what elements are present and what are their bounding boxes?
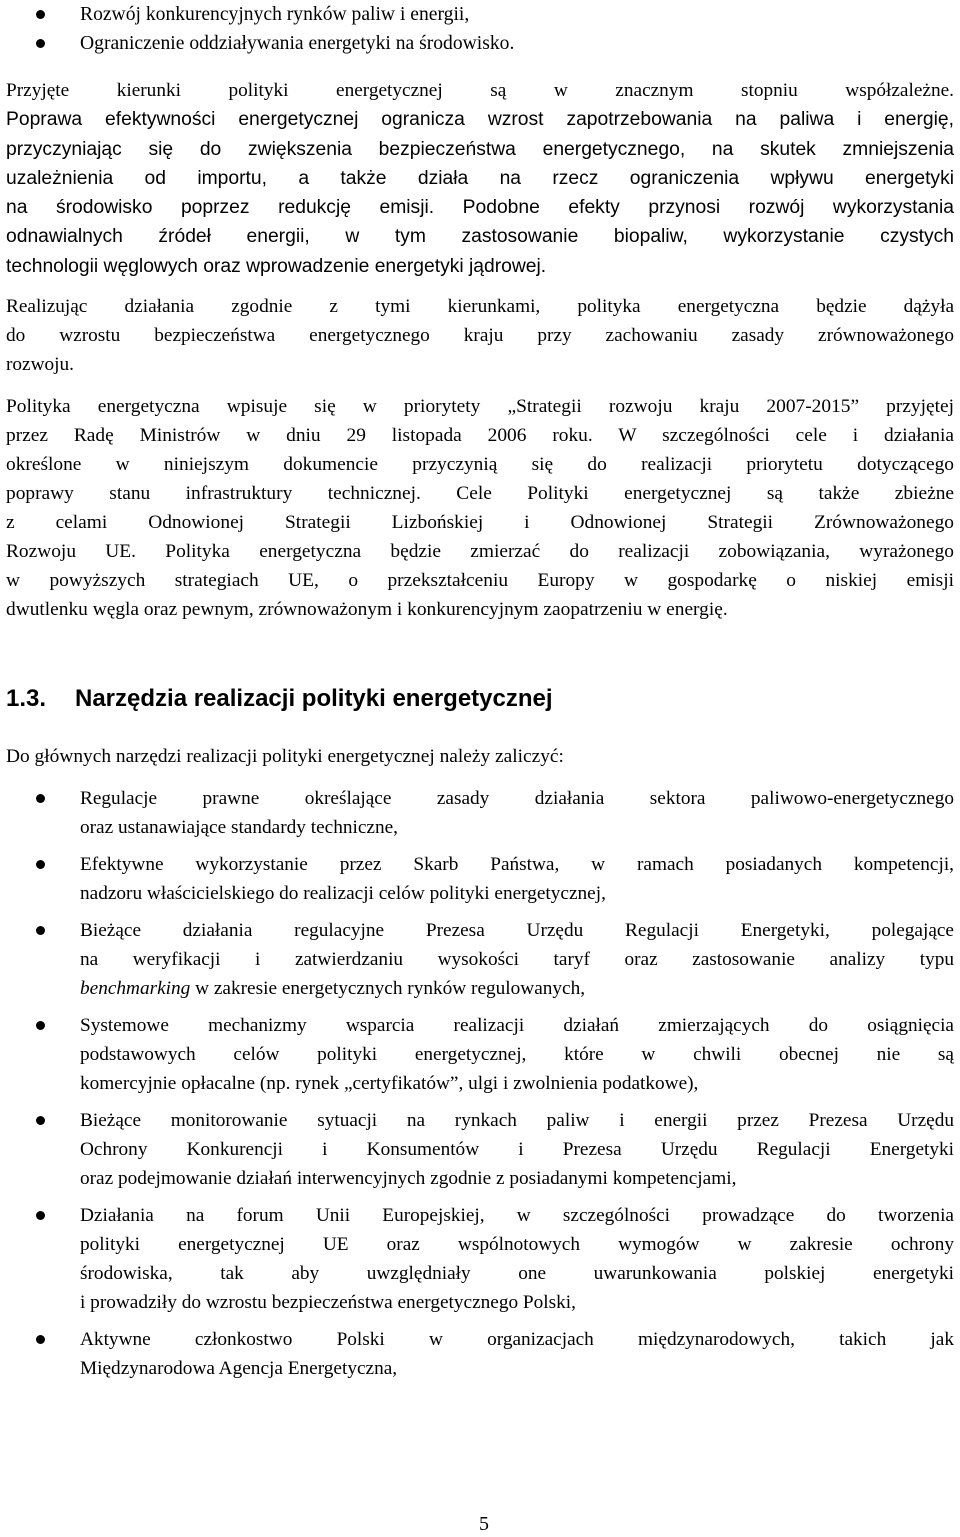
list-item-text: Ograniczenie oddziaływania energetyki na środowisko. [80, 33, 515, 54]
list-item [6, 784, 954, 842]
list-item [6, 0, 954, 29]
text-line: Polityka energetyczna wpisuje się w priorytety „Strategii rozwoju kraju 2007-2015” przyjętej [6, 396, 954, 417]
bullet-icon [36, 794, 45, 803]
text-line: rozwoju. [6, 354, 75, 375]
text-line: Regulacje prawne określające zasady działania sektora paliwowo-energetycznego [80, 788, 954, 809]
text-line: na weryfikacji i zatwierdzaniu wysokości taryf oraz zastosowanie analizy typu [80, 949, 954, 970]
text-line: do wzrostu bezpieczeństwa energetycznego kraju przy zachowaniu zasady zrównoważonego [6, 325, 954, 346]
tools-list [6, 784, 954, 1391]
bullet-icon [36, 1211, 45, 1220]
list-item [6, 1011, 954, 1098]
text-line [80, 974, 954, 1003]
section-number: 1.3. [6, 685, 47, 712]
text-line: przez Radę Ministrów w dniu 29 listopada 2006 roku. W szczególności cele i działania [6, 425, 954, 446]
text-line: Rozwoju UE. Polityka energetyczna będzie zmierzać do realizacji zobowiązania, wyrażonego [6, 541, 954, 562]
text-line: polityki energetycznej UE oraz wspólnotowych wymogów w zakresie ochrony [80, 1234, 954, 1255]
list-item [6, 1201, 954, 1317]
text-line: nadzoru właścicielskiego do realizacji celów polityki energetycznej, [80, 883, 606, 904]
text-line: odnawialnych źródeł energii, w tym zastosowanie biopaliw, wykorzystanie czystych [6, 226, 954, 248]
bullet-icon [36, 860, 45, 869]
text-line: i prowadziły do wzrostu bezpieczeństwa energetycznego Polski, [80, 1292, 576, 1313]
text-line: Działania na forum Unii Europejskiej, w szczególności prowadzące do tworzenia [80, 1205, 954, 1226]
text-fragment: w zakresie energetycznych rynków regulowanych, [190, 978, 586, 999]
bullet-icon [36, 1116, 45, 1125]
list-item [6, 1106, 954, 1193]
text-line: Bieżące działania regulacyjne Prezesa Urzędu Regulacji Energetyki, polegające [80, 920, 954, 941]
list-item [6, 1325, 954, 1383]
text-line: podstawowych celów polityki energetycznej, które w chwili obecnej nie są [80, 1044, 954, 1065]
text-line: Ochrony Konkurencji i Konsumentów i Prezesa Urzędu Regulacji Energetyki [80, 1139, 954, 1160]
text-line: technologii węglowych oraz wprowadzenie energetyki jądrowej. [6, 255, 547, 277]
text-line: Aktywne członkostwo Polski w organizacjach międzynarodowych, takich jak [80, 1329, 954, 1350]
italic-term: benchmarking [80, 978, 191, 999]
bullet-icon [36, 926, 45, 935]
list-item-text: Rozwój konkurencyjnych rynków paliw i energii, [80, 4, 470, 25]
text-line: uzależnienia od importu, a także działa na rzecz ograniczenia wpływu energetyki [6, 167, 954, 189]
text-line: Realizując działania zgodnie z tymi kierunkami, polityka energetyczna będzie dążyła [6, 296, 954, 317]
text-line: środowiska, tak aby uwzględniały one uwarunkowania polskiej energetyki [80, 1263, 954, 1284]
section-title: Narzędzia realizacji polityki energetycznej [75, 685, 553, 712]
text-line: dwutlenku węgla oraz pewnym, zrównoważonym i konkurencyjnym zaopatrzeniu w energię. [6, 599, 728, 620]
text-line: poprawy stanu infrastruktury technicznej. Cele Polityki energetycznej są także zbieżne [6, 483, 954, 504]
top-bullet-list [6, 0, 954, 58]
text-line: przyczyniając się do zwiększenia bezpieczeństwa energetycznego, na skutek zmniejszenia [6, 138, 954, 160]
bullet-icon [36, 39, 45, 48]
list-item [6, 850, 954, 908]
bullet-icon [36, 1021, 45, 1030]
text-line: oraz ustanawiające standardy techniczne, [80, 817, 398, 838]
text-line: określone w niniejszym dokumencie przyczynią się do realizacji priorytetu dotyczącego [6, 454, 954, 475]
paragraph-interdependence [6, 76, 954, 281]
text-line: komercyjnie opłacalne (np. rynek „certyfikatów”, ulgi i zwolnienia podatkowe), [80, 1073, 699, 1094]
list-item [6, 29, 954, 58]
section-heading [6, 681, 954, 717]
text-line: Poprawa efektywności energetycznej ogranicza wzrost zapotrzebowania na paliwa i energię, [6, 109, 954, 131]
text-line: Efektywne wykorzystanie przez Skarb Państwa, w ramach posiadanych kompetencji, [80, 854, 954, 875]
text-line: na środowisko poprzez redukcję emisji. Podobne efekty przynosi rozwój wykorzystania [6, 197, 954, 219]
paragraph-strategy [6, 392, 954, 624]
text-line: Przyjęte kierunki polityki energetycznej są w znacznym stopniu współzależne. [6, 80, 954, 101]
paragraph-directions [6, 292, 954, 379]
bullet-icon [36, 10, 45, 19]
tools-intro: Do głównych narzędzi realizacji polityki energetycznej należy zaliczyć: [6, 746, 564, 767]
text-line: Międzynarodowa Agencja Energetyczna, [80, 1358, 398, 1379]
page-number: 5 [479, 1513, 489, 1535]
text-line: z celami Odnowionej Strategii Lizbońskiej i Odnowionej Strategii Zrównoważonego [6, 512, 954, 533]
text-line: Systemowe mechanizmy wsparcia realizacji działań zmierzających do osiągnięcia [80, 1015, 954, 1036]
text-line: oraz podejmowanie działań interwencyjnych zgodnie z posiadanymi kompetencjami, [80, 1168, 737, 1189]
list-item [6, 916, 954, 1003]
text-line: Bieżące monitorowanie sytuacji na rynkach paliw i energii przez Prezesa Urzędu [80, 1110, 954, 1131]
text-line: w powyższych strategiach UE, o przekształceniu Europy w gospodarkę o niskiej emisji [6, 570, 954, 591]
bullet-icon [36, 1335, 45, 1344]
